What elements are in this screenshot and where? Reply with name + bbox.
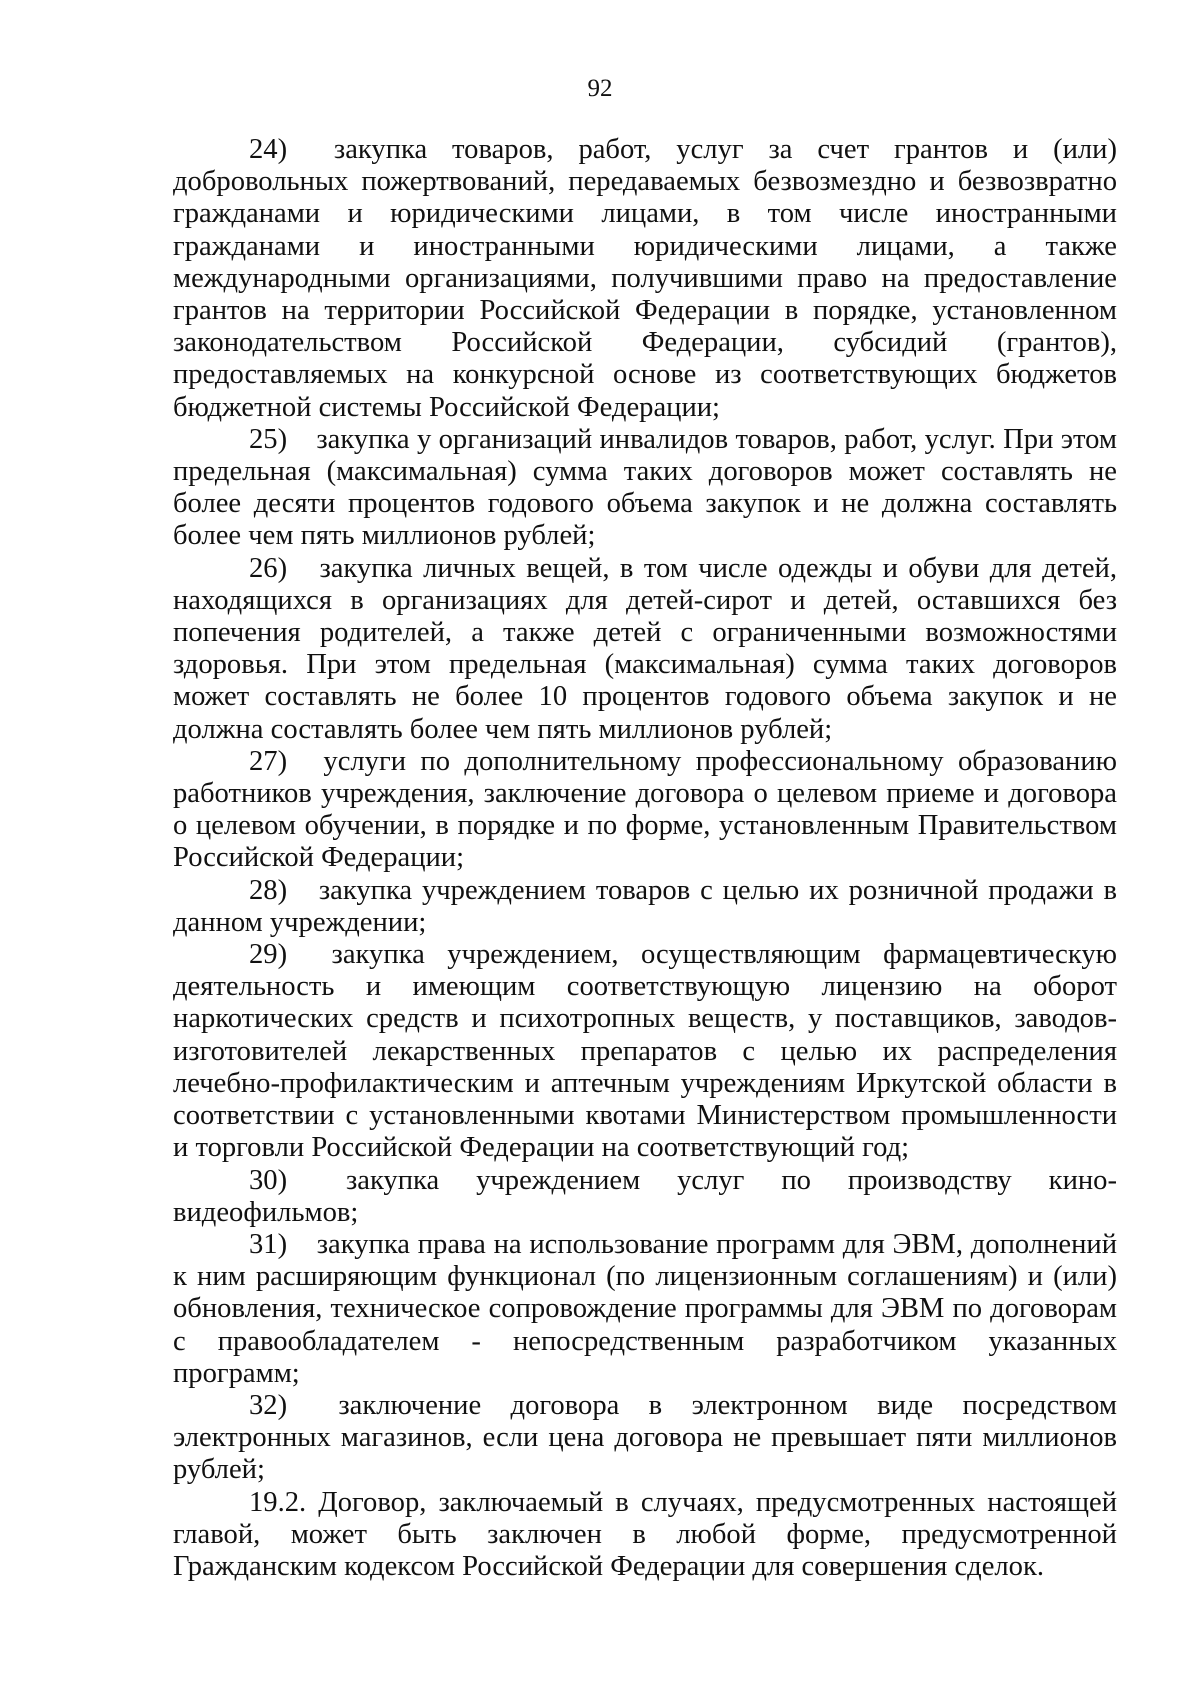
item-text: закупка права на использование программ для ЭВМ, дополнений к ним расширяющим функционал (по лицензионным соглашениям) и (или) обновления, техническое сопровождение программы для ЭВМ по договорам с правообладателем - непосредственным разработчиком указанных программ; <box>173 1228 1117 1389</box>
list-item-26 <box>173 553 1117 746</box>
list-item-30 <box>173 1165 1117 1229</box>
list-item-28 <box>173 875 1117 939</box>
item-number: 25) <box>249 423 288 455</box>
item-text: закупка личных вещей, в том числе одежды и обуви для детей, находящихся в организациях для детей-сирот и детей, оставшихся без попечения родителей, а также детей с ограниченными возможностями здоровья. При этом предельная (максимальная) сумма таких договоров может составлять не более 10 процентов годового объема закупок и не должна составлять более чем пять миллионов рублей; <box>173 552 1117 745</box>
section-text: 19.2. Договор, заключаемый в случаях, предусмотренных настоящей главой, может быть заключен в любой форме, предусмотренной Гражданским кодексом Российской Федерации для совершения сделок. <box>173 1486 1117 1582</box>
list-item-29 <box>173 939 1117 1164</box>
item-number: 28) <box>249 874 288 906</box>
page-number: 92 <box>587 75 613 102</box>
item-text: услуги по дополнительному профессиональному образованию работников учреждения, заключение договора о целевом приеме и договора о целевом обучении, в порядке и по форме, установленным Правительством Российской Федерации; <box>173 745 1117 874</box>
item-number: 24) <box>249 134 288 165</box>
list-item-27 <box>173 746 1117 875</box>
item-text: закупка учреждением услуг по производству кино-видеофильмов; <box>173 1164 1117 1228</box>
list-item-25 <box>173 424 1117 553</box>
list-item-31 <box>173 1229 1117 1390</box>
item-number: 31) <box>249 1228 288 1260</box>
item-text: закупка у организаций инвалидов товаров, работ, услуг. При этом предельная (максимальная) сумма таких договоров может составлять не более десяти процентов годового объема закупок и не должна составлять более чем пять миллионов рублей; <box>173 423 1118 552</box>
item-text: закупка учреждением товаров с целью их розничной продажи в данном учреждении; <box>173 874 1117 938</box>
item-number: 32) <box>249 1389 288 1421</box>
section-19-2 <box>173 1487 1117 1584</box>
list-item-32 <box>173 1390 1117 1487</box>
document-body <box>173 134 1117 1583</box>
item-text: закупка товаров, работ, услуг за счет грантов и (или) добровольных пожертвований, передаваемых безвозмездно и безвозвратно гражданами и юридическими лицами, в том числе иностранными гражданами и иностранными юридическими лицами, а также международными организациями, получившими право на предоставление грантов на территории Российской Федерации в порядке, установленном законодательством Российской Федерации, субсидий (грантов), предоставляемых на конкурсной основе из соответствующих бюджетов бюджетной системы Российской Федерации; <box>173 134 1117 423</box>
list-item-24 <box>173 134 1117 424</box>
item-number: 29) <box>249 939 288 971</box>
item-number: 26) <box>249 552 288 584</box>
item-number: 30) <box>249 1164 288 1196</box>
item-text: заключение договора в электронном виде посредством электронных магазинов, если цена договора не превышает пяти миллионов рублей; <box>173 1389 1117 1486</box>
item-number: 27) <box>249 745 288 777</box>
item-text: закупка учреждением, осуществляющим фармацевтическую деятельность и имеющим соответствующую лицензию на оборот наркотических средств и психотропных веществ, у поставщиков, заводов-изготовителей лекарственных препаратов с целью их распределения лечебно-профилактическим и аптечным учреждениям Иркутской области в соответствии с установленными квотами Министерством промышленности и торговли Российской Федерации на соответствующий год; <box>173 939 1117 1164</box>
